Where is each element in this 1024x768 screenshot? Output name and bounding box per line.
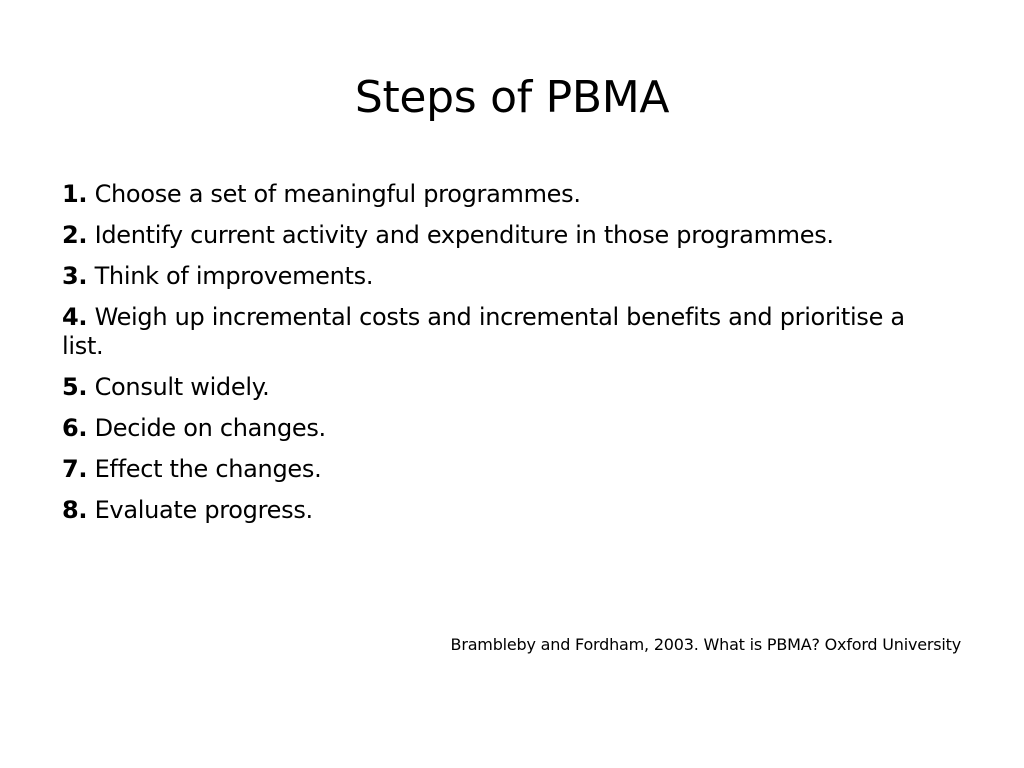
step-number: 2. <box>62 221 88 249</box>
step-text: Evaluate progress. <box>94 496 313 524</box>
step-number: 3. <box>62 262 88 290</box>
step-number: 8. <box>62 496 88 524</box>
step-number: 5. <box>62 373 88 401</box>
slide-title: Steps of PBMA <box>354 72 670 123</box>
step-item <box>62 455 942 484</box>
citation: Brambleby and Fordham, 2003. What is PBMA? Oxford University <box>450 635 961 654</box>
step-item <box>62 496 942 525</box>
step-number: 7. <box>62 455 88 483</box>
steps-list <box>62 180 942 537</box>
step-text: Think of improvements. <box>94 262 374 290</box>
step-number: 4. <box>62 303 88 331</box>
step-text: Weigh up incremental costs and incremental benefits and prioritise a list. <box>62 303 905 360</box>
step-text: Effect the changes. <box>94 455 322 483</box>
step-text: Consult widely. <box>94 373 270 401</box>
step-text: Decide on changes. <box>94 414 326 442</box>
step-item <box>62 221 942 250</box>
step-item <box>62 373 942 402</box>
step-item <box>62 180 942 209</box>
step-text: Identify current activity and expenditure in those programmes. <box>94 221 834 249</box>
step-number: 6. <box>62 414 88 442</box>
step-item <box>62 303 942 361</box>
step-number: 1. <box>62 180 88 208</box>
step-item <box>62 262 942 291</box>
step-text: Choose a set of meaningful programmes. <box>94 180 581 208</box>
step-item <box>62 414 942 443</box>
